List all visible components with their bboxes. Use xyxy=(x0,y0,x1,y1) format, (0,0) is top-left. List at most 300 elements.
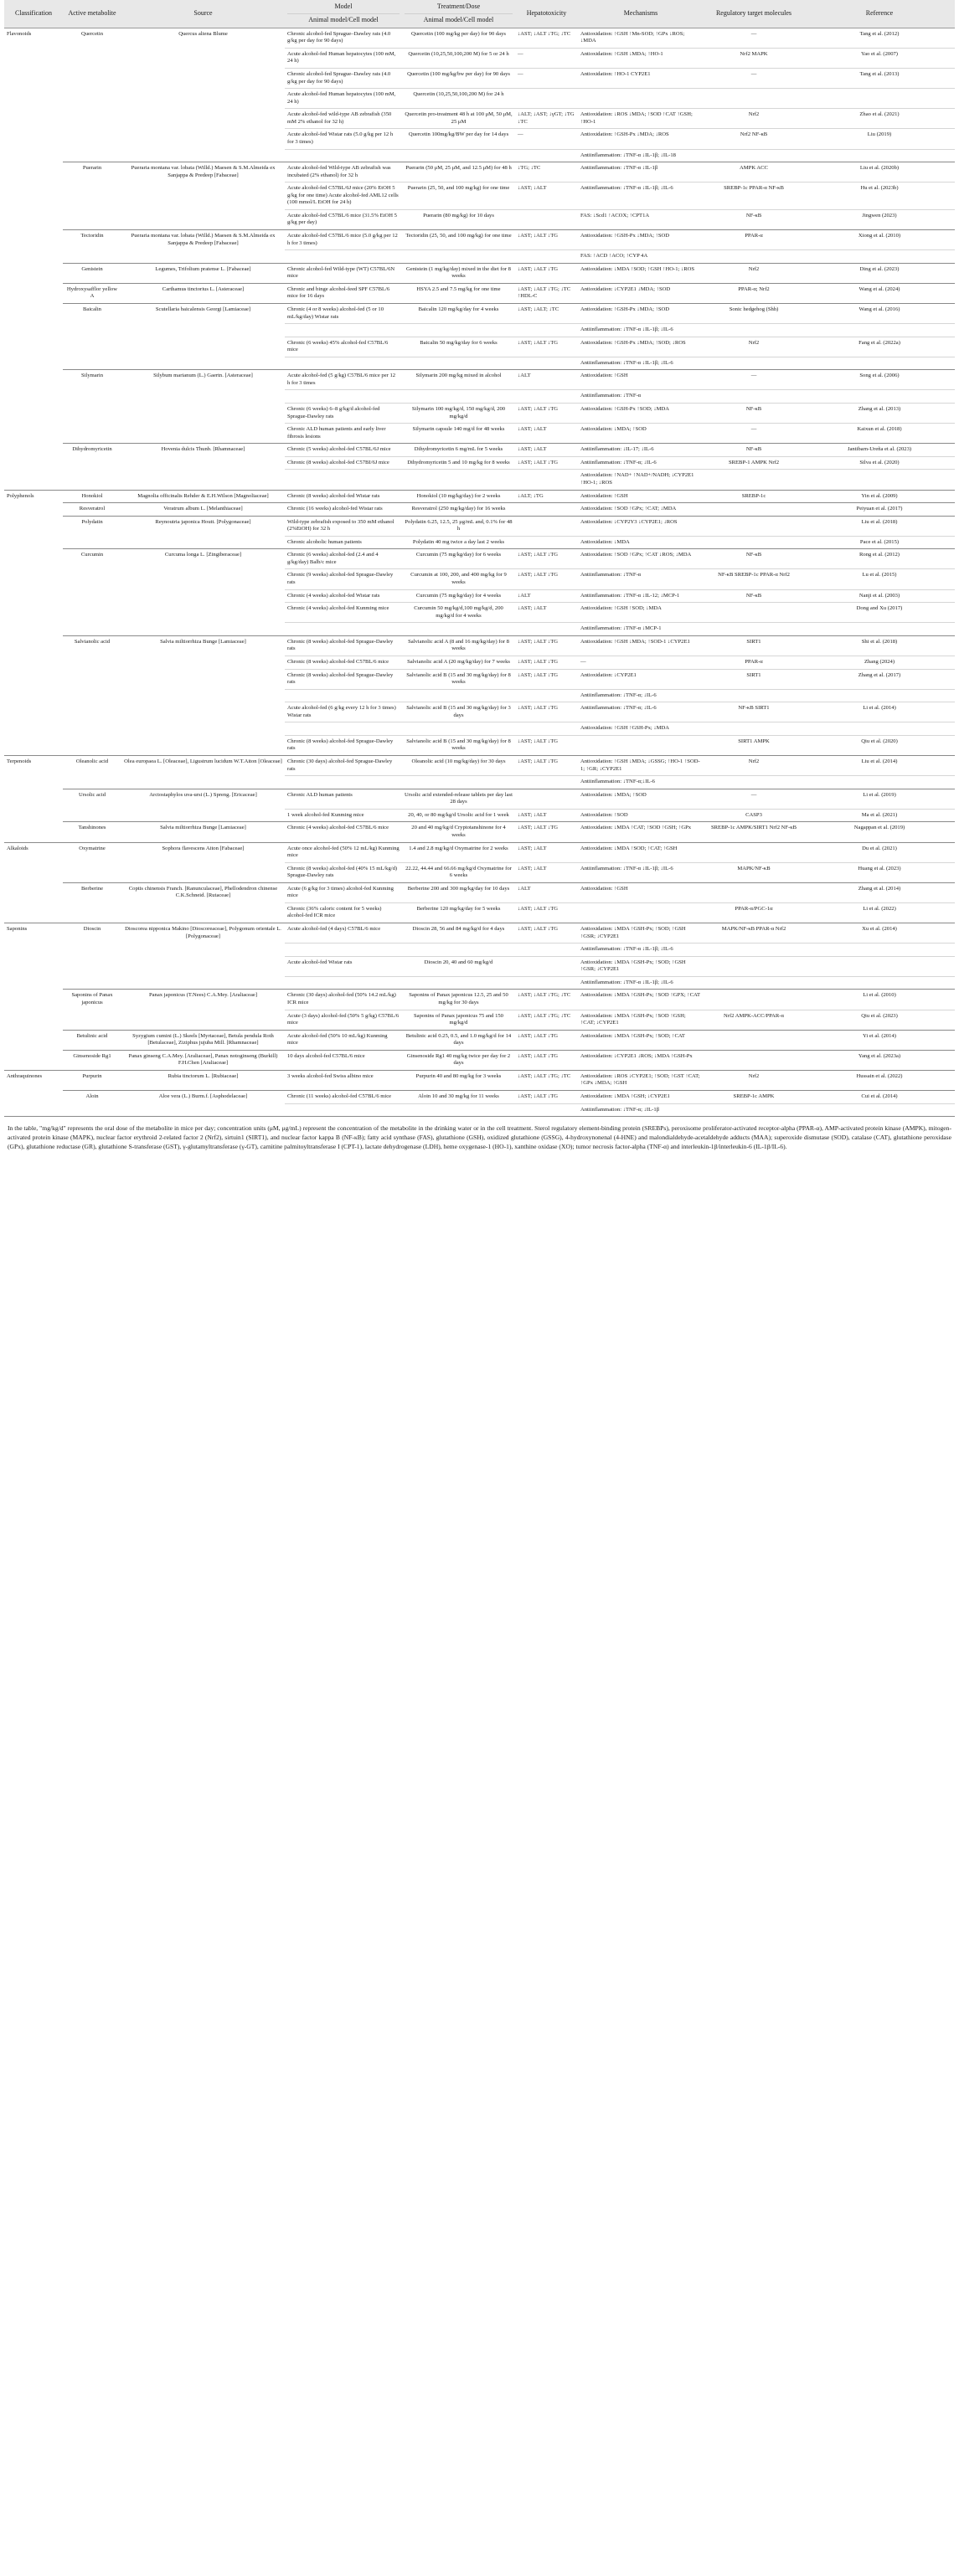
reference-cell xyxy=(804,250,955,264)
hepatotoxicity-cell: ↓AST; ↓ALT ↓TG xyxy=(515,337,578,357)
hepatotoxicity-cell: ↓AST; ↓ALT ↓TG xyxy=(515,735,578,755)
reference-cell: Yao et al. (2007) xyxy=(804,48,955,68)
mechanisms-cell: Antiinflammation: ↓TNF-α ↓IL-1β xyxy=(578,162,704,183)
reference-cell xyxy=(804,89,955,109)
treatment-cell: Polydatin 6.25, 12.5, 25 μg/mL and, 0.1% for 48 h xyxy=(402,516,515,536)
regulatory-target-cell xyxy=(704,536,804,549)
hepatotoxicity-cell: ↓AST; ↓ALT; ↓TC xyxy=(515,303,578,323)
model-cell: Chronic (6 weeks) alcohol-fed (2.4 and 4 g/kg/day) Balb/c mice xyxy=(285,549,402,569)
reference-cell: Zhang et al. (2013) xyxy=(804,404,955,424)
regulatory-target-cell xyxy=(704,882,804,902)
table-row xyxy=(4,230,955,250)
reference-cell xyxy=(804,722,955,736)
metabolite-cell: Dihydromyricetin xyxy=(63,444,121,490)
hepatotoxicity-cell: ↓AST; ↓ALT ↓TG xyxy=(515,456,578,470)
table-row xyxy=(4,635,955,656)
model-cell: Acute (3 days) alcohol-fed (50% 5 g/kg) C57BL/6 mice xyxy=(285,1010,402,1030)
reference-cell: Jingwen (2023) xyxy=(804,209,955,229)
mechanisms-cell: Antiinflammation: ↓TNF-α ↓IL-1β; ↓IL-6 xyxy=(578,862,704,882)
treatment-cell: Resveratrol (250 mg/kg/day) for 16 weeks xyxy=(402,503,515,517)
metabolite-cell: Baicalin xyxy=(63,303,121,369)
model-cell: Chronic ALD human patients xyxy=(285,789,402,809)
treatment-cell: Betulinic acid 0.25, 0.5, and 1.0 mg/kg/d for 14 days xyxy=(402,1030,515,1050)
mechanisms-cell xyxy=(578,89,704,109)
hepatotoxicity-cell xyxy=(515,722,578,736)
regulatory-target-cell xyxy=(704,324,804,337)
metabolite-cell: Quercetin xyxy=(63,28,121,162)
regulatory-target-cell: SREBP-1 AMPK Nrf2 xyxy=(704,456,804,470)
treatment-cell xyxy=(402,722,515,736)
metabolite-cell: Dioscin xyxy=(63,923,121,990)
reference-cell: Nanji et al. (2003) xyxy=(804,589,955,603)
treatment-cell xyxy=(402,324,515,337)
metabolite-cell: Oleanolic acid xyxy=(63,756,121,789)
hepatotoxicity-cell: — xyxy=(515,48,578,68)
mechanisms-cell: Antioxidation: ↑GSH-Px ↓MDA; ↑SOD; ↓ROS xyxy=(578,337,704,357)
mechanisms-cell: Antioxidation: ↑GSH xyxy=(578,490,704,503)
metabolite-cell: Silymarin xyxy=(63,370,121,444)
mechanisms-cell: Antiinflammation: ↓TNF-α ↓IL-1β; ↓IL-6 xyxy=(578,324,704,337)
hepatotoxicity-cell xyxy=(515,250,578,264)
regulatory-target-cell: NF-κB xyxy=(704,209,804,229)
header-mechanisms: Mechanisms xyxy=(578,0,704,28)
model-cell: Acute alcohol-fed C57BL/6 mice (5.0 g/kg per 12 h for 3 times) xyxy=(285,230,402,250)
hepatotoxicity-cell: ↓AST; ↓ALT xyxy=(515,842,578,862)
reference-cell: Yi et al. (2014) xyxy=(804,1030,955,1050)
hepatotoxicity-cell: — xyxy=(515,129,578,149)
regulatory-target-cell xyxy=(704,89,804,109)
table-row xyxy=(4,283,955,303)
hepatotoxicity-cell xyxy=(515,149,578,162)
treatment-cell: Quercetin (100 mg/kg/bw per day) for 90 days xyxy=(402,69,515,89)
treatment-cell: Quercetin 100mg/kg/BW per day for 14 days xyxy=(402,129,515,149)
regulatory-target-cell: Nrf2 AMPK-ACC/PPAR-α xyxy=(704,1010,804,1030)
treatment-cell: Ursolic acid extended-release tablets per day last 28 days xyxy=(402,789,515,809)
hepatotoxicity-cell: — xyxy=(515,69,578,89)
metabolite-cell: Betulinic acid xyxy=(63,1030,121,1050)
regulatory-target-cell xyxy=(704,944,804,957)
model-cell: Chronic (4 weeks) alcohol-fed C57BL/6 mice xyxy=(285,822,402,842)
source-cell: Aloe vera (L.) Burm.f. [Asphodelaceae] xyxy=(121,1091,285,1117)
hepatotoxicity-cell: ↓AST; ↓ALT ↓TG; ↓TC xyxy=(515,990,578,1010)
reference-cell: Jantibarn-Ureña et al. (2023) xyxy=(804,444,955,457)
hepatotoxicity-cell: ↓AST; ↓ALT ↓TG xyxy=(515,702,578,722)
regulatory-target-cell: — xyxy=(704,789,804,809)
regulatory-target-cell: NF-κB xyxy=(704,589,804,603)
hepatotoxicity-cell: ↓ALT; ↓AST; ↓γGT; ↓TG ↓TC xyxy=(515,109,578,129)
treatment-cell: Baicalin 50 mg/kg/day for 6 weeks xyxy=(402,337,515,357)
regulatory-target-cell xyxy=(704,149,804,162)
mechanisms-cell: Antioxidation: ↓MDA ↑GSH-Px; ↑SOD ↑GSH; ↑CAT; ↓CYP2E1 xyxy=(578,1010,704,1030)
reference-cell: Yang et al. (2023a) xyxy=(804,1050,955,1070)
metabolite-cell: Purpurin xyxy=(63,1070,121,1090)
reference-cell: Nagappan et al. (2019) xyxy=(804,822,955,842)
hepatotoxicity-cell: ↓AST; ↓ALT ↓TG xyxy=(515,1091,578,1104)
treatment-cell: Oleanolic acid (10 mg/kg/day) for 30 days xyxy=(402,756,515,776)
model-cell: Chronic (11 weeks) alcohol-fed C57BL/6 mice xyxy=(285,1091,402,1104)
hepatotoxicity-cell: ↓AST; ↓ALT ↓TG xyxy=(515,656,578,669)
source-cell: Legumes, Trifolium pratense L. [Fabaceae] xyxy=(121,263,285,283)
regulatory-target-cell: — xyxy=(704,424,804,444)
hepatotoxicity-cell xyxy=(515,390,578,404)
source-cell: Veratrum album L. [Melanthiaceae] xyxy=(121,503,285,517)
treatment-cell xyxy=(402,623,515,636)
mechanisms-cell: FAS: ↑ACD ↑ACO; ↑CYP 4A xyxy=(578,250,704,264)
header-classification: Classification xyxy=(4,0,63,28)
regulatory-target-cell xyxy=(704,470,804,490)
model-cell xyxy=(285,976,402,990)
treatment-cell: Quercetin (10,25,50,100,200 M) for 24 h xyxy=(402,89,515,109)
hepatotoxicity-cell: ↓AST; ↓ALT xyxy=(515,444,578,457)
treatment-cell: Curcumin at 100, 200, and 400 mg/kg for 9 weeks xyxy=(402,569,515,589)
regulatory-target-cell: Nrf2 NF-κB xyxy=(704,129,804,149)
model-cell: Chronic (36% caloric content for 5 weeks) alcohol-fed ICR mice xyxy=(285,902,402,923)
treatment-cell: Silymarin 200 mg/kg mixed in alcohol xyxy=(402,370,515,390)
reference-cell: Liu et al. (2020b) xyxy=(804,162,955,183)
model-cell: Chronic (8 weeks) alcohol-fed C57BI/6J mice xyxy=(285,456,402,470)
source-cell: Hovenia dulcis Thunb. [Rhamnaceae] xyxy=(121,444,285,490)
reference-cell: Zhang et al. (2017) xyxy=(804,669,955,689)
reference-cell: Hussain et al. (2022) xyxy=(804,1070,955,1090)
table-row xyxy=(4,549,955,569)
table-row xyxy=(4,990,955,1010)
regulatory-target-cell xyxy=(704,1103,804,1116)
regulatory-target-cell: Nrf2 MAPK xyxy=(704,48,804,68)
model-cell: Chronic (4 or 8 weeks) alcohol-fed (5 or 10 mL/kg/day) Wistar rats xyxy=(285,303,402,323)
hepatotoxicity-cell: ↓AST; ↓ALT ↓TG; ↓TC ↑HDL-C xyxy=(515,283,578,303)
hepatotoxicity-cell: ↓AST; ↓ALT ↓TG xyxy=(515,756,578,776)
regulatory-target-cell: — xyxy=(704,28,804,48)
metabolite-cell: Genistein xyxy=(63,263,121,283)
model-cell: Acute alcohol-fed Human hepatocytes (100 mM, 24 h) xyxy=(285,48,402,68)
model-cell: Chronic (8 weeks) alcohol-fed Wistar rats xyxy=(285,490,402,503)
model-cell: Chronic (4 weeks) alcohol-fed Kunming mice xyxy=(285,603,402,623)
model-cell: Chronic (8 weeks) alcohol-fed (40% 15 mL/kg/d) Sprague-Dawley rats xyxy=(285,862,402,882)
table-row xyxy=(4,822,955,842)
mechanisms-cell: Antioxidation: ↓MDA ↑GSH-Px; ↑SOD; ↑CAT xyxy=(578,1030,704,1050)
model-cell: Chronic (6 weeks) 6–8 g/kg/d alcohol-fed Sprague-Dawley rats xyxy=(285,404,402,424)
metabolite-cell: Oxymatrine xyxy=(63,842,121,882)
model-cell: Acute alcohol-fed wild-type AB zebrafish (350 mM 2% ethanol for 32 h) xyxy=(285,109,402,129)
model-cell: 3 weeks alcohol-fed Swiss albino mice xyxy=(285,1070,402,1090)
reference-cell: Tang et al. (2013) xyxy=(804,69,955,89)
hepatotoxicity-cell: ↓AST; ↓ALT ↓TG; ↓TC xyxy=(515,28,578,48)
table-row xyxy=(4,303,955,323)
classification-cell: Anthraquinones xyxy=(4,1070,63,1116)
metabolite-cell: Hydroxysafflor yellow A xyxy=(63,283,121,303)
treatment-cell: Purpurin 40 and 80 mg/kg for 3 weeks xyxy=(402,1070,515,1090)
model-cell xyxy=(285,776,402,789)
regulatory-target-cell: Nrf2 xyxy=(704,756,804,776)
model-cell: Acute alcohol-fed (5 g/kg) C57BL/6 mice per 12 h for 3 times xyxy=(285,370,402,390)
hepatotoxicity-cell xyxy=(515,944,578,957)
hepatotoxicity-cell xyxy=(515,209,578,229)
hepatotoxicity-cell: ↓AST; ↓ALT ↓TG; ↓TC xyxy=(515,1070,578,1090)
treatment-cell: Genistein (1 mg/kg/day) mixed in the diet for 8 weeks xyxy=(402,263,515,283)
classification-cell: Flavonoids xyxy=(4,28,63,490)
reference-cell: Liu et al. (2014) xyxy=(804,756,955,776)
regulatory-target-cell: Nrf2 xyxy=(704,337,804,357)
regulatory-target-cell: NF-κB xyxy=(704,549,804,569)
regulatory-target-cell: PPAR-α/PGC-1α xyxy=(704,902,804,923)
metabolite-cell: Tectoridin xyxy=(63,230,121,264)
table-body xyxy=(4,28,955,1116)
hepatotoxicity-cell xyxy=(515,789,578,809)
source-cell: Panax ginseng C.A.Mey. [Araliaceae], Panax notoginseng (Burkill) F.H.Chen [Araliaceae] xyxy=(121,1050,285,1070)
mechanisms-cell: Antioxidation: ↓MDA ↑CAT; ↑SOD ↑GSH; ↑GPx xyxy=(578,822,704,842)
reference-cell: Lu et al. (2015) xyxy=(804,569,955,589)
header-model xyxy=(285,0,402,28)
mechanisms-cell: Antioxidation: ↑GSH xyxy=(578,370,704,390)
treatment-cell: Berberine 200 and 300 mg/kg/day for 10 days xyxy=(402,882,515,902)
metabolite-cell: Berberine xyxy=(63,882,121,923)
source-cell: Rubia tinctorum L. [Rubiaceae] xyxy=(121,1070,285,1090)
metabolite-cell: Ginsenoside Rg1 xyxy=(63,1050,121,1070)
regulatory-target-cell xyxy=(704,250,804,264)
regulatory-target-cell xyxy=(704,722,804,736)
treatment-cell: Dioscin 28, 56 and 84 mg/kg/d for 4 days xyxy=(402,923,515,944)
treatment-cell: Ginsenoside Rg1 40 mg/kg twice per day for 2 days xyxy=(402,1050,515,1070)
model-cell: 10 days alcohol-fed C57BL/6 mice xyxy=(285,1050,402,1070)
table-row xyxy=(4,444,955,457)
regulatory-target-cell: NF-κB xyxy=(704,444,804,457)
table-row xyxy=(4,516,955,536)
table-row xyxy=(4,1030,955,1050)
model-cell: Acute alcohol-fed Human hepatocytes (100 mM, 24 h) xyxy=(285,89,402,109)
reference-cell xyxy=(804,944,955,957)
hepatotoxicity-cell: ↓AST; ↓ALT ↓TG xyxy=(515,669,578,689)
regulatory-target-cell xyxy=(704,390,804,404)
regulatory-target-cell xyxy=(704,976,804,990)
model-cell xyxy=(285,250,402,264)
reference-cell: Li et al. (2019) xyxy=(804,789,955,809)
model-cell xyxy=(285,357,402,370)
model-cell xyxy=(285,722,402,736)
mechanisms-cell: Antioxidation: ↑SOD ↑GPx; ↑CAT; ↓MDA xyxy=(578,503,704,517)
hepatotoxicity-cell: ↓AST; ↓ALT ↓TG; ↓TC xyxy=(515,1010,578,1030)
reference-cell xyxy=(804,623,955,636)
regulatory-target-cell: SREBP-1c AMPK xyxy=(704,1091,804,1104)
treatment-cell: 20 and 40 mg/kg/d Cryptotanshinone for 4 weeks xyxy=(402,822,515,842)
mechanisms-cell: Antioxidation: ↑GSH ↑Mn-SOD; ↑GPx ↓ROS; ↓MDA xyxy=(578,28,704,48)
treatment-cell: Dihydromyricetin 6 mg/mL for 5 weeks xyxy=(402,444,515,457)
treatment-cell xyxy=(402,944,515,957)
source-cell: Silybum marianum (L.) Gaertn. [Asteraceae] xyxy=(121,370,285,444)
source-cell: Arctostaphylos uva-ursi (L.) Spreng. [Ericaceae] xyxy=(121,789,285,822)
mechanisms-cell: Antiinflammation: ↓TNF-α ↓IL-1β; ↓IL-6 xyxy=(578,976,704,990)
model-cell xyxy=(285,1103,402,1116)
metabolite-cell: Polydatin xyxy=(63,516,121,549)
regulatory-target-cell: — xyxy=(704,69,804,89)
regulatory-target-cell xyxy=(704,516,804,536)
treatment-cell: Curcumin 50 mg/kg/d,100 mg/kg/d, 200 mg/kg/d for 4 weeks xyxy=(402,603,515,623)
metabolite-cell: Aloin xyxy=(63,1091,121,1117)
mechanisms-cell: Antioxidation: ↑HO-1 CYP2E1 xyxy=(578,69,704,89)
regulatory-target-cell: Nrf2 xyxy=(704,1070,804,1090)
mechanisms-cell: — xyxy=(578,656,704,669)
model-cell: Chronic (5 weeks) alcohol-fed C57BL/6J mice xyxy=(285,444,402,457)
hepatotoxicity-cell xyxy=(515,536,578,549)
table-row xyxy=(4,789,955,809)
reference-cell: Yin et al. (2009) xyxy=(804,490,955,503)
mechanisms-cell: Antiinflammation: ↓TNF-α ↓IL-1β; ↓IL-6 xyxy=(578,944,704,957)
treatment-cell: Quercetin (100 mg/kg per day) for 90 days xyxy=(402,28,515,48)
regulatory-target-cell: PPAR-α; Nrf2 xyxy=(704,283,804,303)
mechanisms-cell: Antioxidation: ↓MDA ↑GSH-Px; ↑SOD ↑GPX; ↑CAT xyxy=(578,990,704,1010)
treatment-cell: Honokiol (10 mg/kg/day) for 2 weeks xyxy=(402,490,515,503)
treatment-cell: Silymarin capsule 140 mg/d for 48 weeks xyxy=(402,424,515,444)
hepatotoxicity-cell: ↓AST; ↓ALT ↓TG xyxy=(515,569,578,589)
reference-cell: Qiu et al. (2020) xyxy=(804,735,955,755)
regulatory-target-cell: SREBP-1c xyxy=(704,490,804,503)
treatment-cell: Silymarin 100 mg/kg/d, 150 mg/kg/d, 200 mg/kg/d xyxy=(402,404,515,424)
model-cell: Chronic ALD human patients and early liver fibrosis lesions xyxy=(285,424,402,444)
reference-cell: Wang et al. (2016) xyxy=(804,303,955,323)
regulatory-target-cell xyxy=(704,603,804,623)
regulatory-target-cell xyxy=(704,689,804,702)
model-cell: Chronic (30 days) alcohol-fed (50% 14.2 mL/kg) ICR mice xyxy=(285,990,402,1010)
mechanisms-cell: Antiinflammation: ↓TNF-α; ↓IL-6 xyxy=(578,689,704,702)
model-cell: Chronic (8 weeks) alcohol-fed Sprague-Dawley rats xyxy=(285,669,402,689)
mechanisms-cell: Antiinflammation: ↓TNF-α; ↓IL-6 xyxy=(578,456,704,470)
source-cell: Olea europaea L. [Oleaceae], Ligustrum lucidum W.T.Aiton [Oleaceae] xyxy=(121,756,285,789)
treatment-cell xyxy=(402,1103,515,1116)
model-cell: Chronic (8 weeks) alcohol-fed C57BL/6 mice xyxy=(285,656,402,669)
mechanisms-cell: Antiinflammation: ↓TNF-α xyxy=(578,569,704,589)
mechanisms-cell: Antioxidation: ↓MDA ↑SOD; ↑CAT; ↑GSH xyxy=(578,842,704,862)
table-row xyxy=(4,28,955,48)
header-hepatotoxicity: Hepatotoxicity xyxy=(515,0,578,28)
mechanisms-cell: Antioxidation: ↑GSH-Px ↓MDA; ↑SOD xyxy=(578,303,704,323)
reference-cell: Liu et al. (2018) xyxy=(804,516,955,536)
header-reference: Reference xyxy=(804,0,955,28)
source-cell: Carthamus tinctorius L. [Asteraceae] xyxy=(121,283,285,303)
regulatory-target-cell: — xyxy=(704,370,804,390)
header-treatment-label: Treatment/Dose xyxy=(436,3,481,10)
model-cell: Acute alcohol-fed (50% 10 mL/kg) Kunming mice xyxy=(285,1030,402,1050)
regulatory-target-cell: SREBP-1c PPAR-α NF-κB xyxy=(704,183,804,210)
treatment-cell xyxy=(402,250,515,264)
reference-cell: Silva et al. (2020) xyxy=(804,456,955,470)
header-treatment xyxy=(402,0,515,28)
regulatory-target-cell xyxy=(704,623,804,636)
mechanisms-cell: Antioxidation: ↓MDA xyxy=(578,536,704,549)
reference-cell: Xiong et al. (2010) xyxy=(804,230,955,250)
reference-cell: Pace et al. (2015) xyxy=(804,536,955,549)
model-cell: Chronic (9 weeks) alcohol-fed Sprague-Dawley rats xyxy=(285,569,402,589)
mechanisms-cell: Antioxidation: ↑GSH ↓MDA; ↑HO-1 xyxy=(578,48,704,68)
treatment-cell: Puerarin (25, 50, and 100 mg/kg) for one time xyxy=(402,183,515,210)
model-cell: Acute alcohol-fed Wistar rats (5.0 g/kg per 12 h for 3 times) xyxy=(285,129,402,149)
reference-cell xyxy=(804,390,955,404)
mechanisms-cell: Antioxidation: ↑GSH-Px ↑SOD; ↓MDA xyxy=(578,404,704,424)
regulatory-target-cell: MAPK/NF-κB xyxy=(704,862,804,882)
hepatotoxicity-cell: ↓AST; ↓ALT xyxy=(515,862,578,882)
table-row xyxy=(4,923,955,944)
hepatotoxicity-cell: ↓ALT xyxy=(515,882,578,902)
regulatory-target-cell: Nrf2 xyxy=(704,263,804,283)
treatment-cell: Salvianolic acid A (20 mg/kg/day) for 7 weeks xyxy=(402,656,515,669)
source-cell: Reynoutria japonica Houtt. [Polygonaceae] xyxy=(121,516,285,549)
mechanisms-cell: Antiinflammation: ↓TNF-α;↓IL-6 xyxy=(578,776,704,789)
model-cell xyxy=(285,390,402,404)
reference-cell: Dong and Xu (2017) xyxy=(804,603,955,623)
model-cell xyxy=(285,470,402,490)
treatment-cell: Quercetin (10,25,50,100,200 M) for 5 or 24 h xyxy=(402,48,515,68)
hepatotoxicity-cell xyxy=(515,516,578,536)
header-treatment-sub: Animal model/Cell model xyxy=(405,13,513,24)
treatment-cell: Saponins of Panax japonicus 75 and 150 mg/kg/d xyxy=(402,1010,515,1030)
mechanisms-cell: Antioxidation: ↓CYP2Y3 ↓CYP2E1; ↓ROS xyxy=(578,516,704,536)
header-model-sub: Animal model/Cell model xyxy=(287,13,400,24)
reference-cell: Rong et al. (2012) xyxy=(804,549,955,569)
reference-cell: Cui et al. (2014) xyxy=(804,1091,955,1104)
mechanisms-cell: Antioxidation: ↑GSH-Px ↓MDA; ↓ROS xyxy=(578,129,704,149)
treatment-cell xyxy=(402,776,515,789)
reference-cell: Hu et al. (2023b) xyxy=(804,183,955,210)
mechanisms-cell xyxy=(578,735,704,755)
table-row xyxy=(4,162,955,183)
model-cell: Chronic (8 weeks) alcohol-fed Sprague-Dawley rats xyxy=(285,635,402,656)
treatment-cell: Salvianolic acid B (15 and 30 mg/kg/day) for 8 weeks xyxy=(402,735,515,755)
mechanisms-cell: Antiinflammation: ↓TNF-α ↓MCP-1 xyxy=(578,623,704,636)
source-cell: Curcuma longa L. [Zingiberaceae] xyxy=(121,549,285,636)
reference-cell: Kaixun et al. (2018) xyxy=(804,424,955,444)
reference-cell xyxy=(804,689,955,702)
table-row xyxy=(4,882,955,902)
reference-cell: Zhang (2024) xyxy=(804,656,955,669)
treatment-cell: Curcumin (75 mg/kg/day) for 6 weeks xyxy=(402,549,515,569)
hepatotoxicity-cell: ↓AST; ↓ALT ↓TG xyxy=(515,263,578,283)
source-cell: Coptis chinensis Franch. [Ranunculaceae], Phellodendron chinense C.K.Schneid. [Rutaceae] xyxy=(121,882,285,923)
regulatory-target-cell: PPAR-α xyxy=(704,230,804,250)
mechanisms-cell: Antioxidation: ↓MDA ↑GSH-Px; ↑SOD; ↑GSH ↑GSR; ↓CYP2E1 xyxy=(578,923,704,944)
reference-cell: Shi et al. (2018) xyxy=(804,635,955,656)
treatment-cell: Dihydromyricetin 5 and 10 mg/kg for 8 weeks xyxy=(402,456,515,470)
mechanisms-cell: Antioxidation: ↑GSH ↓MDA; ↑SOD-1 ↓CYP2E1 xyxy=(578,635,704,656)
reference-cell: Zhang et al. (2014) xyxy=(804,882,955,902)
reference-cell: Xu et al. (2014) xyxy=(804,923,955,944)
mechanisms-cell: Antiinflammation: ↓TNF-α; ↓IL-6 xyxy=(578,702,704,722)
regulatory-target-cell: PPAR-α xyxy=(704,656,804,669)
treatment-cell: Polydatin 40 mg twice a day last 2 weeks xyxy=(402,536,515,549)
hepatotoxicity-cell xyxy=(515,623,578,636)
regulatory-target-cell: SIRT1 AMPK xyxy=(704,735,804,755)
treatment-cell: 22.22, 44.44 and 66.66 mg/kg/d Oxymatrine for 6 weeks xyxy=(402,862,515,882)
treatment-cell: 1.4 and 2.8 mg/kg/d Oxymatrine for 2 weeks xyxy=(402,842,515,862)
reference-cell xyxy=(804,357,955,370)
hepatotoxicity-cell: ↓ALT xyxy=(515,589,578,603)
reference-cell: Qiu et al. (2023) xyxy=(804,1010,955,1030)
model-cell xyxy=(285,149,402,162)
treatment-cell: Aloin 10 and 30 mg/kg for 11 weeks xyxy=(402,1091,515,1104)
model-cell xyxy=(285,623,402,636)
reference-cell: Wang et al. (2024) xyxy=(804,283,955,303)
reference-cell xyxy=(804,1103,955,1116)
hepatotoxicity-cell: ↓ALT; ↓TG xyxy=(515,490,578,503)
mechanisms-cell: Antioxidation: ↑NAD+ ↑NAD+/NADH; ↓CYP2E1 ↑HO-1; ↓ROS xyxy=(578,470,704,490)
model-cell xyxy=(285,324,402,337)
reference-cell: Li et al. (2022) xyxy=(804,902,955,923)
hepatotoxicity-cell xyxy=(515,470,578,490)
reference-cell: Li et al. (2014) xyxy=(804,702,955,722)
metabolite-cell: Honokiol xyxy=(63,490,121,503)
regulatory-target-cell xyxy=(704,990,804,1010)
model-cell: Chronic (30 days) alcohol-fed Sprague-Dawley rats xyxy=(285,756,402,776)
source-cell: Salvia miltiorrhiza Bunge [Lamiaceae] xyxy=(121,635,285,755)
mechanisms-cell: Antioxidation: ↑GSH ↑GSH-Px; ↓MDA xyxy=(578,722,704,736)
metabolite-cell: Saponins of Panax japonicus xyxy=(63,990,121,1030)
